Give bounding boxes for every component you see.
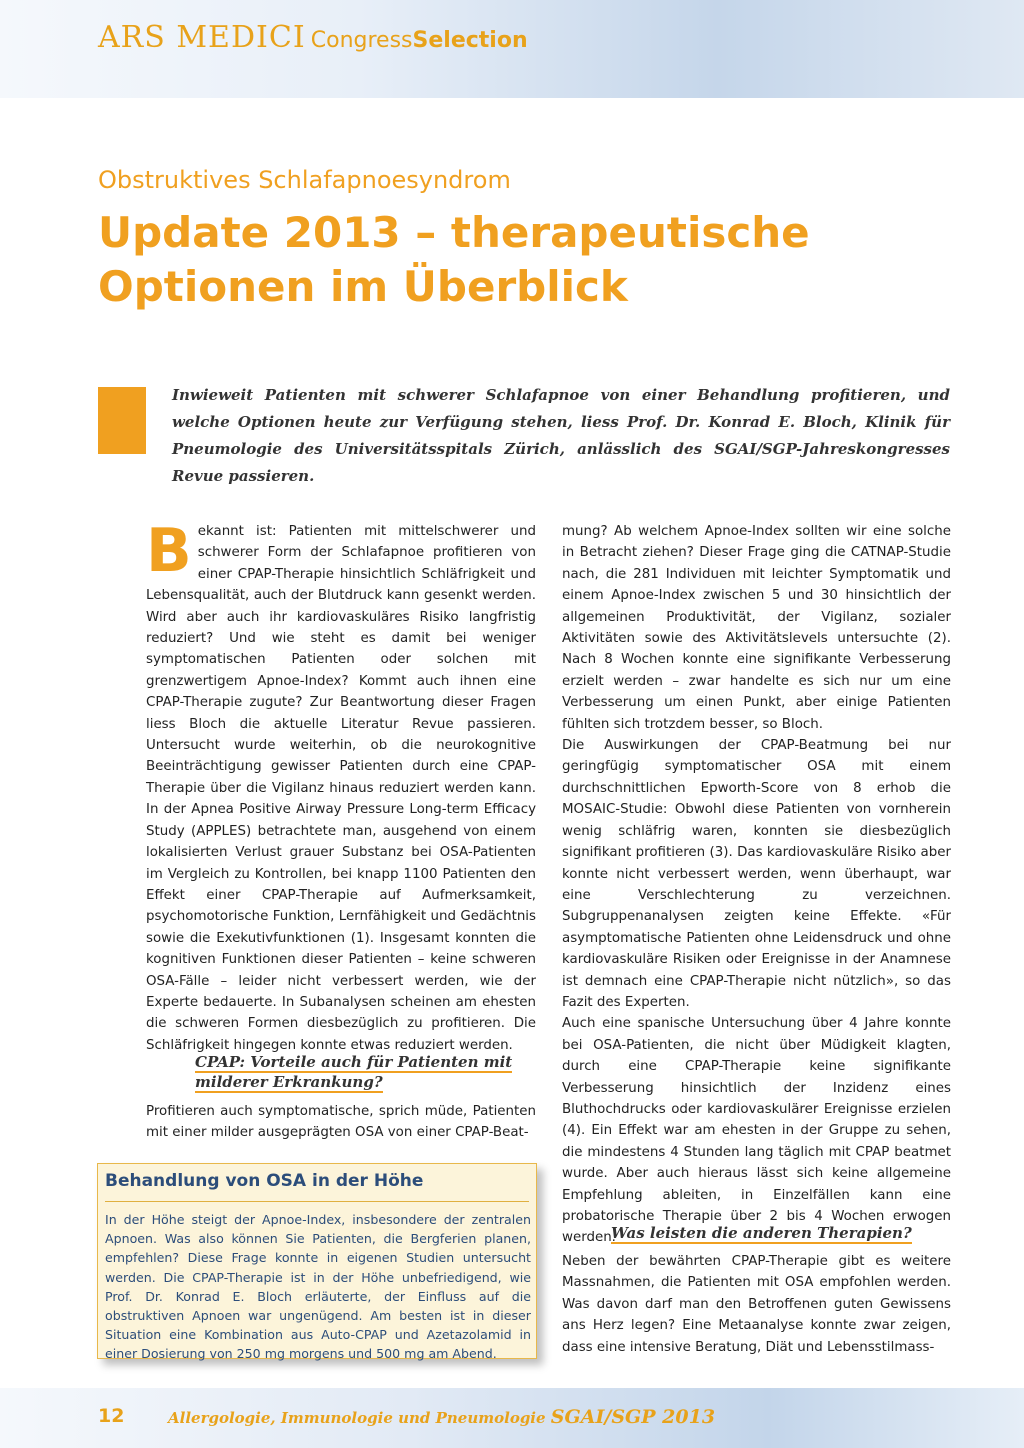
col1-paragraph-1: ekannt ist: Patienten mit mittelschwerer und schwerer Form der Schlafapnoe profitieren von einer CPAP-Therapie hinsichtlich Schläfrigkeit und Lebensqualität, auch der Blutdruck kann gesenkt werden. Wird aber auch ihr kardiovaskuläres Risiko langfristig reduziert? Und wie steht es damit bei weniger symptomatischen Patienten oder solchen mit grenzwertigem Apnoe-Index? Kommt auch ihnen eine CPAP-Therapie zugute? Zur Beantwortung dieser Fragen liess Bloch die aktuelle Literatur Revue passieren. Untersucht wurde weiterhin, ob die neurokognitive Beeinträchtigung gewisser Patienten durch eine CPAP-Therapie über die Vigilanz hinaus reduziert werden kann. In der Apnea Positive Airway Pressure Long-term Efficacy Study (APPLES) betrachtete man, ausgehend von einem lokalisierten Verlust grauer Substanz bei OSA-Patienten im Vergleich zu Kontrollen, bei knapp 1100 Patienten den Effekt einer CPAP-Therapie auf Aufmerksamkeit, psychomotorische Funktion, Lernfähigkeit und Gedächtnis sowie die Exekutivfunktionen (1). Insgesamt konnten die kognitiven Funktionen dieser Patienten – keine schweren OSA-Fälle – leider nicht verbessert werden, wie der Experte bedauerte. In Subanalysen scheinen am ehesten die schweren Formen diesbezüglich zu profitieren. Die Schläfrigkeit hingegen konnte etwas reduziert werden.: [146, 524, 536, 1053]
brand-ars-medici: ARS MEDICI: [98, 20, 306, 55]
subhead-other-therapies: [611, 1223, 931, 1243]
column-1-top: [146, 516, 536, 1056]
journal-title: Allergologie, Immunologie und Pneumologie: [168, 1409, 546, 1427]
col2-paragraph-4: Neben der bewährten CPAP-Therapie gibt es weitere Massnahmen, die Patienten mit OSA empfohlen werden. Was davon darf man den Betroffenen guten Gewissens ans Herz legen? Eine Metaanalyse konnte zwar zeigen, dass eine intensive Beratung, Diät und Lebensstilmass-: [562, 1254, 951, 1355]
info-box-divider: [105, 1201, 529, 1202]
column-2: [562, 521, 951, 1249]
page-number: 12: [98, 1405, 125, 1427]
brand-congress: Congress: [310, 28, 413, 53]
drop-cap: B: [146, 516, 192, 586]
lead-accent-bar: [98, 387, 146, 454]
col2-paragraph-1: mung? Ab welchem Apnoe-Index sollten wir eine solche in Betracht ziehen? Dieser Frage ging die CATNAP-Studie nach, die 281 Individuen mit leichter Symptomatik und einem Apnoe-Index zwischen 5 und 30 hinsichtlich der allgemeinen Produktivität, der Vigilanz, sozialer Aktivitäten sowie des Aktivitätslevels untersuchte (2). Nach 8 Wochen konnte eine signifikante Verbesserung erzielt werden – zwar handelte es sich nur um eine Verbesserung um einen Punkt, aber einige Patienten fühlten sich trotzdem besser, so Bloch.: [562, 524, 951, 732]
article-title: Update 2013 – therapeutische Optionen im Überblick: [98, 208, 810, 311]
journal-name: [168, 1406, 715, 1428]
col2-paragraph-3: Auch eine spanische Untersuchung über 4 Jahre konnte bei OSA-Patienten, die nicht über Müdigkeit klagten, durch eine CPAP-Therapie keine signifikante Verbesserung hinsichtlich der Inzidenz eines Bluthochdrucks oder kardiovaskulärer Ereignisse erzielen (4). Ein Effekt war am ehesten in der Gruppe zu sehen, die mindestens 4 Stunden lang täglich mit CPAP beatmet wurde. Aber auch hieraus lässt sich keine allgemeine Empfehlung ableiten, in Einzelfällen kann eine probatorische Therapie über 2 bis 4 Wochen erwogen werden.: [562, 1016, 951, 1246]
column-1-bottom: [146, 1101, 536, 1144]
subhead-other-therapies-text: Was leisten die anderen Therapien?: [611, 1224, 912, 1242]
article-kicker: Obstruktives Schlafapnoesyndrom: [98, 166, 511, 194]
journal-event: SGAI/SGP 2013: [550, 1406, 716, 1428]
info-box-title: Behandlung von OSA in der Höhe: [105, 1171, 424, 1191]
info-box-text: In der Höhe steigt der Apnoe-Index, insbesondere der zentralen Apnoen. Was also können Sie Patienten, die Bergferien planen, empfehlen? Diese Frage konnte in eigenen Studien untersucht werden. Die CPAP-Therapie ist in der Höhe unbefriedigend, wie Prof. Dr. Konrad E. Bloch erläuterte, der Einfluss auf die obstruktiven Apnoen war ungenügend. Am besten ist in dieser Situation eine Kombination aus Auto-CPAP und Azetazolamid in einer Dosierung von 250 mg morgens und 500 mg am Abend.: [105, 1212, 531, 1362]
col1-paragraph-2: Profitieren auch symptomatische, sprich müde, Patienten mit einer milder ausgeprägten OSA von einer CPAP-Beat-: [146, 1104, 536, 1141]
article-lead: Inwieweit Patienten mit schwerer Schlafapnoe von einer Behandlung profitieren, und welche Optionen heute zur Verfügung stehen, liess Prof. Dr. Konrad E. Bloch, Klinik für Pneumologie des Universitätsspitals Zürich, anlässlich des SGAI/SGP-Jahreskongresses Revue passieren.: [172, 386, 950, 485]
brand-logo: [98, 20, 528, 55]
col2-paragraph-2: Die Auswirkungen der CPAP-Beatmung bei nur geringfügig symptomatischer OSA mit einem durchschnittlichen Epworth-Score von 8 erhob die MOSAIC-Studie: Obwohl diese Patienten von vornherein wenig schläfrig waren, konnten sie diesbezüglich signifikant profitieren (3). Das kardiovaskuläre Risiko aber konnte nicht verbessert werden, wenn überhaupt, war eine Verschlechterung zu verzeichnen. Subgruppenanalysen zeigten keine Effekte. «Für asymptomatische Patienten ohne Leidensdruck und ohne kardiovaskuläre Risiken oder Ereignisse in der Anamnese ist demnach eine CPAP-Therapie nicht nützlich», so das Fazit des Experten.: [562, 738, 951, 1010]
subhead-cpap-text: CPAP: Vorteile auch für Patienten mit milderer Erkrankung?: [195, 1053, 513, 1091]
brand-selection: Selection: [412, 28, 528, 53]
info-box-altitude: [97, 1163, 537, 1362]
subhead-cpap: [195, 1052, 515, 1092]
column-2-bottom: [562, 1251, 951, 1358]
